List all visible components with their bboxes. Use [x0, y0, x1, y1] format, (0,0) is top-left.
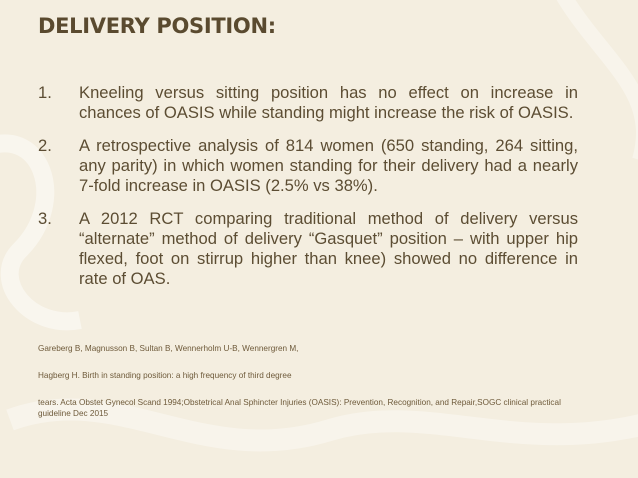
reference-line: Hagberg H. Birth in standing position: a high frequency of third degree — [38, 371, 292, 380]
list-item-text: A 2012 RCT comparing traditional method of delivery versus “alternate” method of delivery “Gasquet” position – with upper hip flexed, foot on stirrup higher than knee) showed no difference in rate of OAS. — [79, 209, 578, 288]
list-item-text: Kneeling versus sitting position has no effect on increase in chances of OASIS while standing might increase the risk of OASIS. — [79, 83, 578, 122]
list-item-number: 2. — [38, 136, 52, 155]
list-item-number: 3. — [38, 209, 52, 228]
list-item — [38, 83, 578, 123]
reference-line: tears. Acta Obstet Gynecol Scand 1994;Obstetrical Anal Sphincter Injuries (OASIS): Prevention, Recognition, and Repair,SOGC clinical practical guideline Dec 2015 — [38, 398, 561, 418]
list-item-number: 1. — [38, 83, 52, 102]
slide-title: DELIVERY POSITION: — [38, 14, 276, 38]
bullet-list — [38, 83, 578, 302]
references — [38, 343, 578, 435]
list-item — [38, 209, 578, 289]
list-item-text: A retrospective analysis of 814 women (650 standing, 264 sitting, any parity) in which women standing for their delivery had a nearly 7-fold increase in OASIS (2.5% vs 38%). — [79, 136, 578, 195]
list-item — [38, 136, 578, 196]
reference-line: Gareberg B, Magnusson B, Sultan B, Wennerholm U-B, Wennergren M, — [38, 344, 299, 353]
